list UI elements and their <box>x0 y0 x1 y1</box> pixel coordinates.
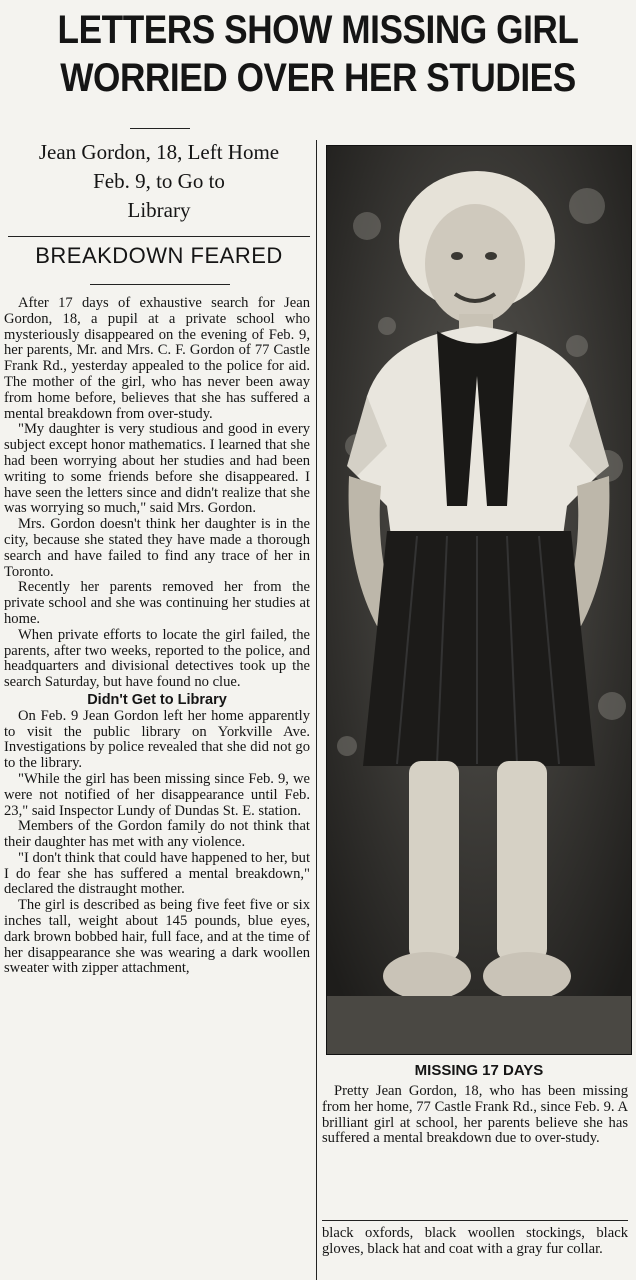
article-body <box>4 296 310 1280</box>
paragraph-6: On Feb. 9 Jean Gordon left her home apparently to visit the public library on Yorkville Ave. Investigations by police revealed that she did not go to the library. <box>4 707 310 772</box>
photo-caption-title: MISSING 17 DAYS <box>414 1062 544 1079</box>
paragraph-3: Mrs. Gordon doesn't think her daughter is in the city, because she stated they have made a thorough search and have failed to find any trace of her in Toronto. <box>4 516 310 580</box>
headline <box>38 6 598 102</box>
paragraph-5: When private efforts to locate the girl failed, the parents, after two weeks, reported to the police, and headquarters and divisional detectives took up the search Saturday, but have found no clue. <box>4 626 310 691</box>
caption-rule <box>322 1220 628 1221</box>
paragraph-7: "While the girl has been missing since Feb. 9, we were not notified of her disappearance until Feb. 23," said Inspector Lundy of Dundas St. E. station. <box>4 770 310 819</box>
deck <box>0 138 318 225</box>
paragraph-4: Recently her parents removed her from the private school and she was continuing her studies at home. <box>4 579 310 627</box>
paragraph-9: "I don't think that could have happened to her, but I do fear she has suffered a mental breakdown," declared the distraught mother. <box>4 849 310 898</box>
article-continuation: black oxfords, black woollen stockings, black gloves, black hat and coat with a gray fur collar. <box>322 1225 628 1257</box>
deck-line-2: Feb. 9, to Go to <box>93 169 225 193</box>
deck-line-3: Library <box>127 198 191 222</box>
paragraph-10: The girl is described as being five feet five or six inches tall, weight about 145 pounds, blue eyes, dark brown bobbed hair, full face, and at the time of her disappearance she was wearing a dark woollen sweater with zipper attachment, <box>4 897 310 977</box>
deck-rule-top <box>8 236 310 237</box>
paragraph-2: "My daughter is very studious and good in every subject except honor mathematics. I learned that she had been worrying about her studies and had been writing to some friends before she disappeared. I have seen the letters since and didn't realize that she was worrying so much," said Mrs. Gordon. <box>4 421 310 517</box>
portrait-photo <box>326 145 632 1055</box>
deck-rule-bottom <box>90 284 230 285</box>
photo-caption: Pretty Jean Gordon, 18, who has been missing from her home, 77 Castle Frank Rd., since Feb. 9. A brilliant girl at school, her parents believe she has suffered a mental breakdown due to over-study. <box>322 1083 628 1147</box>
deck-line-1: Jean Gordon, 18, Left Home <box>38 140 280 164</box>
column-divider <box>316 140 317 1280</box>
subhead-library: Didn't Get to Library <box>87 691 227 708</box>
deck-subhead: BREAKDOWN FEARED <box>35 243 283 268</box>
headline-line-2: WORRIED OVER HER STUDIES <box>60 56 576 100</box>
portrait-illustration <box>327 146 631 1054</box>
paragraph-1: After 17 days of exhaustive search for Jean Gordon, 18, a pupil at a private school who mysteriously disappeared on the evening of Feb. 9, her parents, Mr. and Mrs. C. F. Gordon of 77 Castle Frank Rd., yesterday appealed to the police for aid. The mother of the girl, who has never been away from home before, believes that she has suffered a mental breakdown from over-study. <box>4 296 310 422</box>
paragraph-8: Members of the Gordon family do not think that their daughter has met with any violence. <box>4 818 310 851</box>
headline-rule <box>130 128 190 129</box>
headline-line-1: LETTERS SHOW MISSING GIRL <box>57 8 579 52</box>
